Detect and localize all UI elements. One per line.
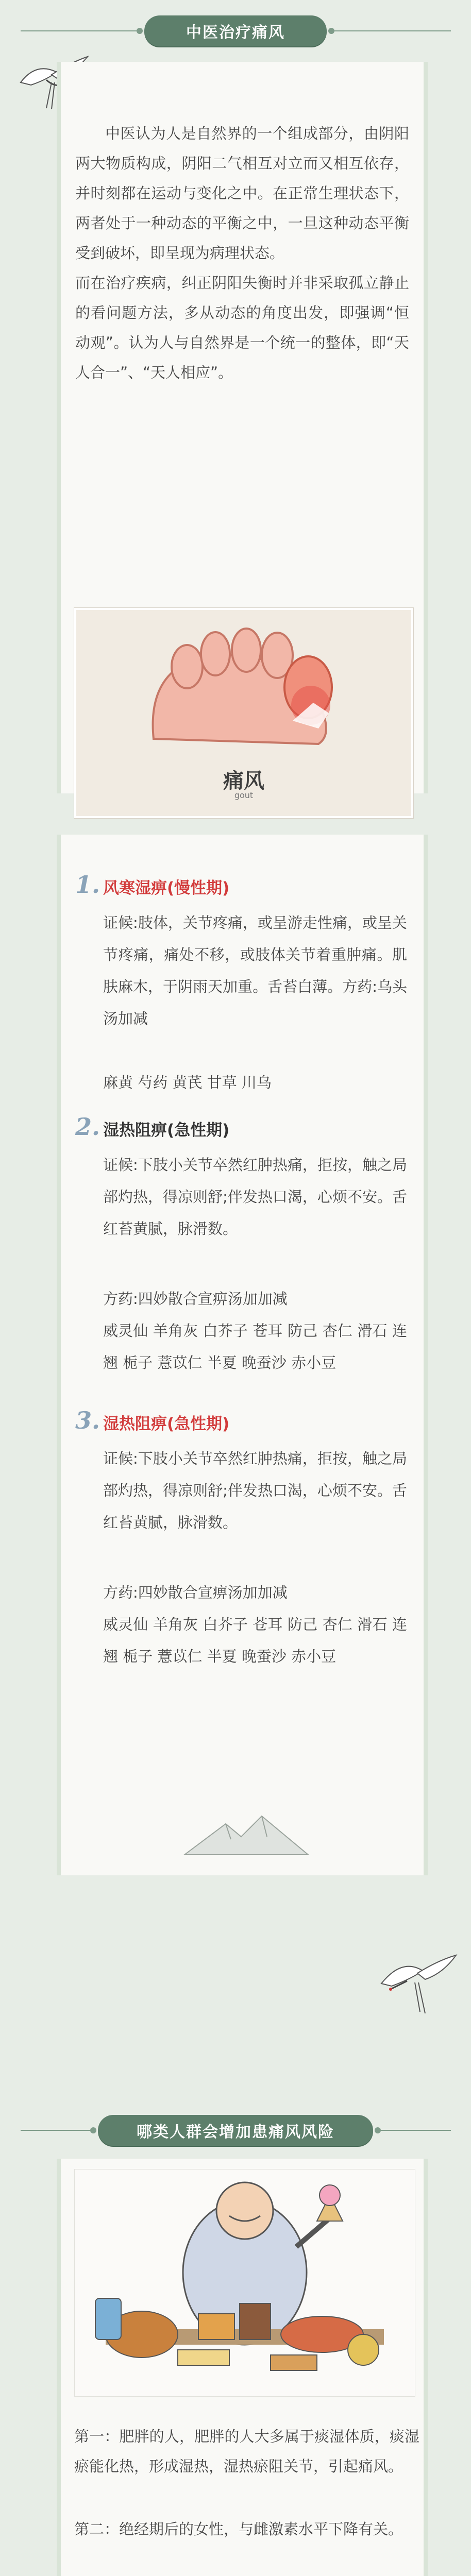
type-2-title: 湿热阻痹(急性期) — [103, 1121, 230, 1140]
risk-factor-3 — [74, 2574, 419, 2576]
header-dot-left — [90, 2127, 96, 2133]
intro-paragraph-1: 中医认为人是自然界的一个组成部分，由阴阳两大物质构成，阴阳二气相互对立而又相互依存，并时刻都在运动与变化之中。在正常生理状态下，两者处于一种动态的平衡之中，一旦这种动态平衡受到破坏，即呈现为病理状态。 — [75, 125, 409, 262]
type-3-title: 湿热阻痹(急性期) — [103, 1415, 230, 1433]
type-2-prescription: 方药:四妙散合宣痹汤加加减 — [103, 1290, 288, 1308]
header-dot-left — [137, 28, 143, 34]
type-3-number: 3. — [75, 1406, 100, 1434]
section2-header — [0, 2110, 471, 2151]
foot-icon — [76, 610, 411, 765]
type-1-title: 风寒湿痹(慢性期) — [103, 879, 230, 897]
type-1-number: 1. — [75, 871, 100, 899]
section1-title: 中医治疗痛风 — [144, 15, 327, 46]
header-line-left — [21, 2130, 93, 2131]
type-3-symptom: 证候:下肢小关节卒然红肿热痛，拒按，触之局部灼热，得凉则舒;伴发热口渴，心烦不安。舌红苔黄腻，脉滑数。 — [103, 1450, 407, 1531]
crane-icon — [371, 1947, 459, 2020]
section2-title: 哪类人群会增加患痛风风险 — [98, 2115, 373, 2146]
intro-paragraph-2: 而在治疗疾病，纠正阴阳失衡时并非采取孤立静止的看问题方法，多从动态的角度出发，即强调“恒动观”。认为人与自然界是一个统一的整体，即“天人合一”、“天人相应”。 — [75, 274, 409, 381]
type-1-symptom: 证候:肢体，关节疼痛，或呈游走性痛，或呈关节疼痛，痛处不移，或肢体关节着重肿痛。肌肤麻木，于阴雨天加重。舌苔白薄。方药:乌头汤加减 — [103, 914, 407, 1027]
gout-caption-en: gout — [234, 790, 254, 800]
type-3-prescription: 方药:四妙散合宣痹汤加加减 — [103, 1584, 288, 1601]
gout-foot-illustration — [74, 608, 413, 818]
type-2-number: 2. — [75, 1113, 100, 1141]
type-1-herbs: 麻黄 芍药 黄芪 甘草 川乌 — [103, 1074, 272, 1091]
type-3-herbs: 威灵仙 羊角灰 白芥子 苍耳 防己 杏仁 滑石 连翘 栀子 薏苡仁 半夏 晚蚕沙 赤小豆 — [103, 1616, 407, 1665]
header-line-left — [21, 30, 139, 31]
section1-header — [0, 10, 471, 52]
risk-factor-1: 第一：肥胖的人，肥胖的人大多属于痰湿体质，痰湿瘀能化热，形成湿热，湿热瘀阻关节，引起痛风。 — [74, 2428, 419, 2475]
tcm-intro-card — [57, 62, 428, 800]
type-2-herbs: 威灵仙 羊角灰 白芥子 苍耳 防己 杏仁 滑石 连翘 栀子 薏苡仁 半夏 晚蚕沙 赤小豆 — [103, 1322, 407, 1371]
gout-caption-cn: 痛风 — [223, 769, 264, 793]
type-2-symptom: 证候:下肢小关节卒然红肿热痛，拒按，触之局部灼热，得凉则舒;伴发热口渴，心烦不安。舌红苔黄腻，脉滑数。 — [103, 1156, 407, 1238]
header-line-right — [332, 30, 451, 31]
header-line-right — [379, 2130, 451, 2131]
overeating-person-icon — [75, 2170, 415, 2396]
overeating-illustration — [74, 2169, 415, 2397]
syndrome-types-card — [57, 835, 428, 1875]
risk-factor-2: 第二：绝经期后的女性，与雌激素水平下降有关。 — [74, 2520, 403, 2538]
risk-groups-card — [57, 2159, 428, 2576]
mountain-icon — [179, 1808, 313, 1860]
